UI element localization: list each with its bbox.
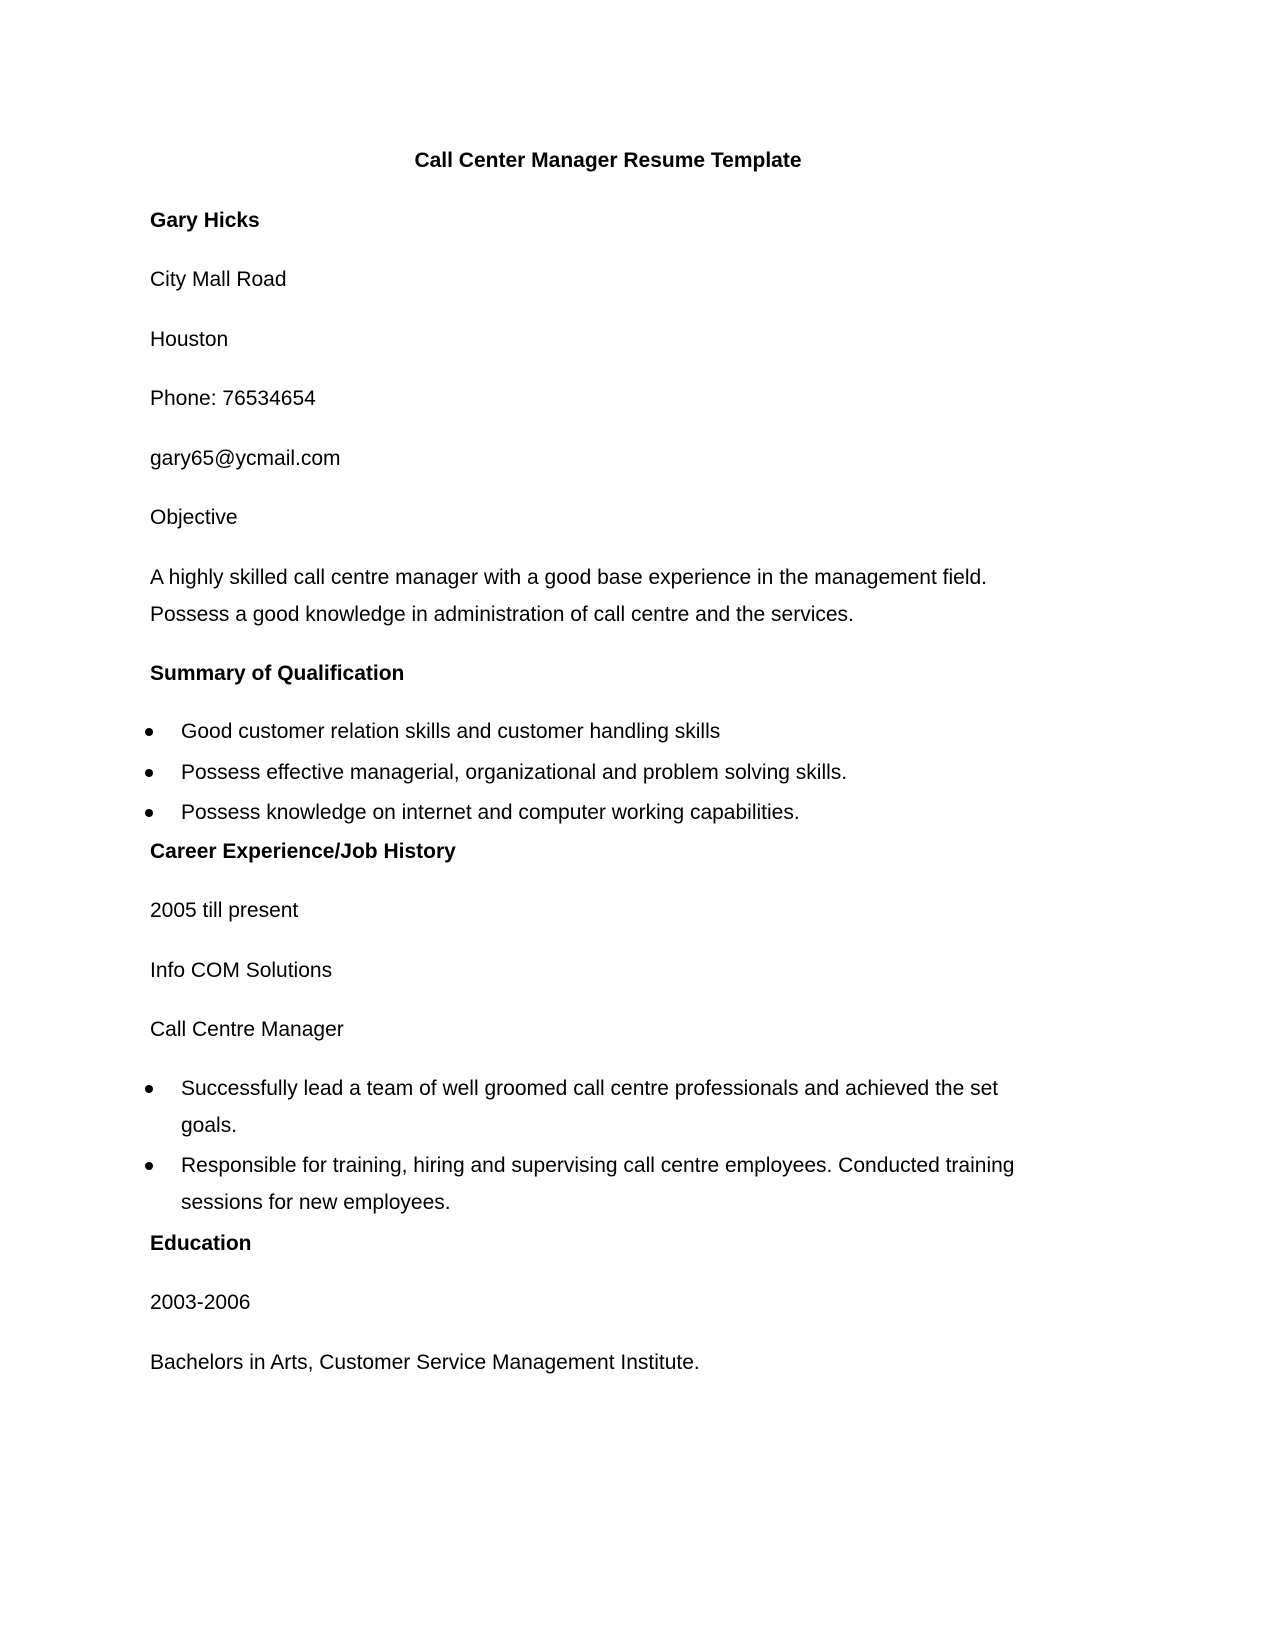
- address-line-1: City Mall Road: [150, 268, 287, 291]
- list-item: Good customer relation skills and customer handling skills: [150, 712, 1070, 751]
- bullet-icon: [145, 1085, 153, 1093]
- list-item: Possess effective managerial, organizational and problem solving skills.: [150, 753, 1070, 792]
- bullet-icon: [145, 1162, 153, 1170]
- job-title: Call Centre Manager: [150, 1018, 344, 1041]
- list-item: Successfully lead a team of well groomed call centre professionals and achieved the set goals.: [150, 1070, 1070, 1144]
- objective-line-1: A highly skilled call centre manager with a good base experience in the management field.: [150, 566, 987, 589]
- education-heading: Education: [150, 1232, 252, 1255]
- bullet-icon: [145, 809, 153, 817]
- qualification-list: [150, 712, 1070, 832]
- company-name: Info COM Solutions: [150, 959, 333, 982]
- bullet-icon: [145, 769, 153, 777]
- education-detail: Bachelors in Arts, Customer Service Management Institute.: [150, 1351, 700, 1374]
- education-period: 2003-2006: [150, 1291, 251, 1314]
- address-line-2: Houston: [150, 328, 229, 351]
- list-item: Possess knowledge on internet and computer working capabilities.: [150, 793, 1070, 832]
- list-item: Responsible for training, hiring and supervising call centre employees. Conducted training sessions for new employees.: [150, 1147, 1070, 1221]
- objective-line-2: Possess a good knowledge in administration of call centre and the services.: [150, 603, 854, 626]
- candidate-name: Gary Hicks: [150, 209, 260, 232]
- qualification-heading: Summary of Qualification: [150, 662, 405, 685]
- responsibility-list: [150, 1070, 1070, 1221]
- email: gary65@ycmail.com: [150, 447, 341, 470]
- phone: Phone: 76534654: [150, 387, 316, 410]
- job-period: 2005 till present: [150, 899, 299, 922]
- bullet-icon: [145, 728, 153, 736]
- document-title: Call Center Manager Resume Template: [414, 149, 802, 172]
- career-heading: Career Experience/Job History: [150, 840, 456, 863]
- objective-heading: Objective: [150, 506, 238, 529]
